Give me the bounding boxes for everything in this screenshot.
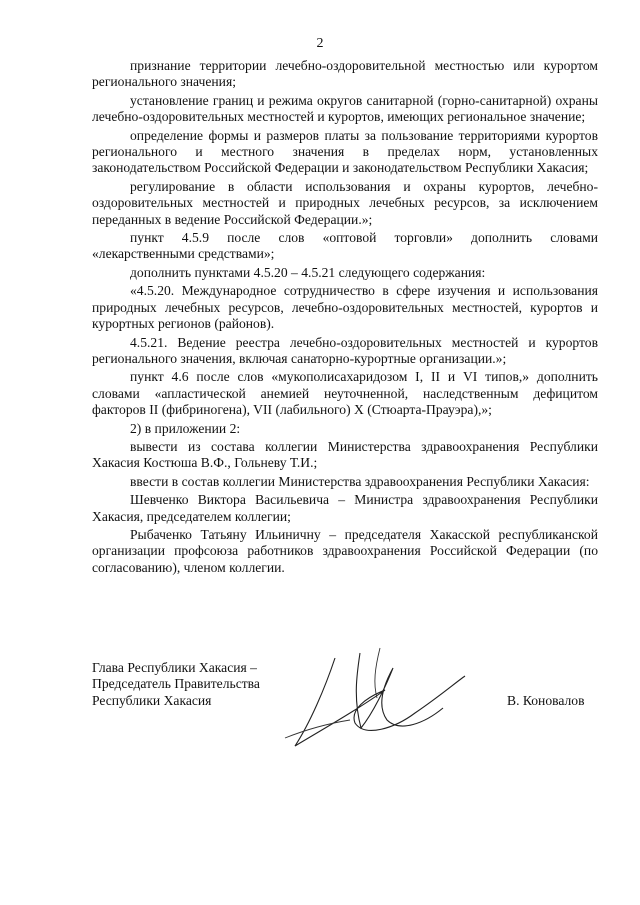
paragraph: определение формы и размеров платы за пользование территориями курортов регионального и местного значения в пределах норм, установленных законодательством Российской Федерации и законодательством Республики Хакасия; xyxy=(92,127,598,176)
handwritten-signature xyxy=(265,628,475,758)
paragraph: «4.5.20. Международное сотрудничество в сфере изучения и использования природных лечебных ресурсов, лечебно-оздоровительных местностей, курортов и курортных регионов (районов). xyxy=(92,283,598,332)
document-body xyxy=(92,58,598,578)
signatory-title-line: Председатель Правительства xyxy=(92,676,260,692)
signatory-title xyxy=(92,660,260,709)
paragraph: признание территории лечебно-оздоровительной местностью или курортом регионального значения; xyxy=(92,58,598,90)
paragraph: вывести из состава коллегии Министерства здравоохранения Республики Хакасия Костюша В.Ф., Гольневу Т.И.; xyxy=(92,438,598,471)
paragraph: Шевченко Виктора Васильевича – Министра здравоохранения Республики Хакасия, председателем коллегии; xyxy=(92,492,598,524)
page-number: 2 xyxy=(316,36,324,51)
signatory-title-line: Глава Республики Хакасия – xyxy=(92,660,257,675)
signatory-name: В. Коновалов xyxy=(507,693,585,708)
signatory-title-line: Республики Хакасия xyxy=(92,692,212,708)
paragraph: Рыбаченко Татьяну Ильиничну – председателя Хакасской республиканской организации профсоюза работников здравоохранения Российской Федерации (по согласованию), членом коллегии. xyxy=(92,526,598,575)
paragraph: дополнить пунктами 4.5.20 – 4.5.21 следующего содержания: xyxy=(130,264,486,280)
paragraph: регулирование в области использования и охраны курортов, лечебно-оздоровительных местностей и природных лечебных ресурсов, за исключением переданных в ведение Российской Федерации.»; xyxy=(92,178,598,227)
paragraph: ввести в состав коллегии Министерства здравоохранения Республики Хакасия: xyxy=(130,473,590,489)
paragraph: пункт 4.6 после слов «мукополисахаридозом I, II и VI типов,» дополнить словами «апластической анемией неуточненной, наследственным дефицитом факторов II (фибриногена), VII (лабильного) X (Стюарта-Прауэра),»; xyxy=(92,369,598,418)
paragraph: 4.5.21. Ведение реестра лечебно-оздоровительных местностей и курортов регионального значения, включая санаторно-курортные организации.»; xyxy=(92,334,598,366)
paragraph: установление границ и режима округов санитарной (горно-санитарной) охраны лечебно-оздоровительных местностей и курортов, имеющих региональное значение; xyxy=(92,92,598,125)
paragraph: 2) в приложении 2: xyxy=(130,420,241,436)
paragraph: пункт 4.5.9 после слов «оптовой торговли» дополнить словами «лекарственными средствами»; xyxy=(92,230,598,262)
